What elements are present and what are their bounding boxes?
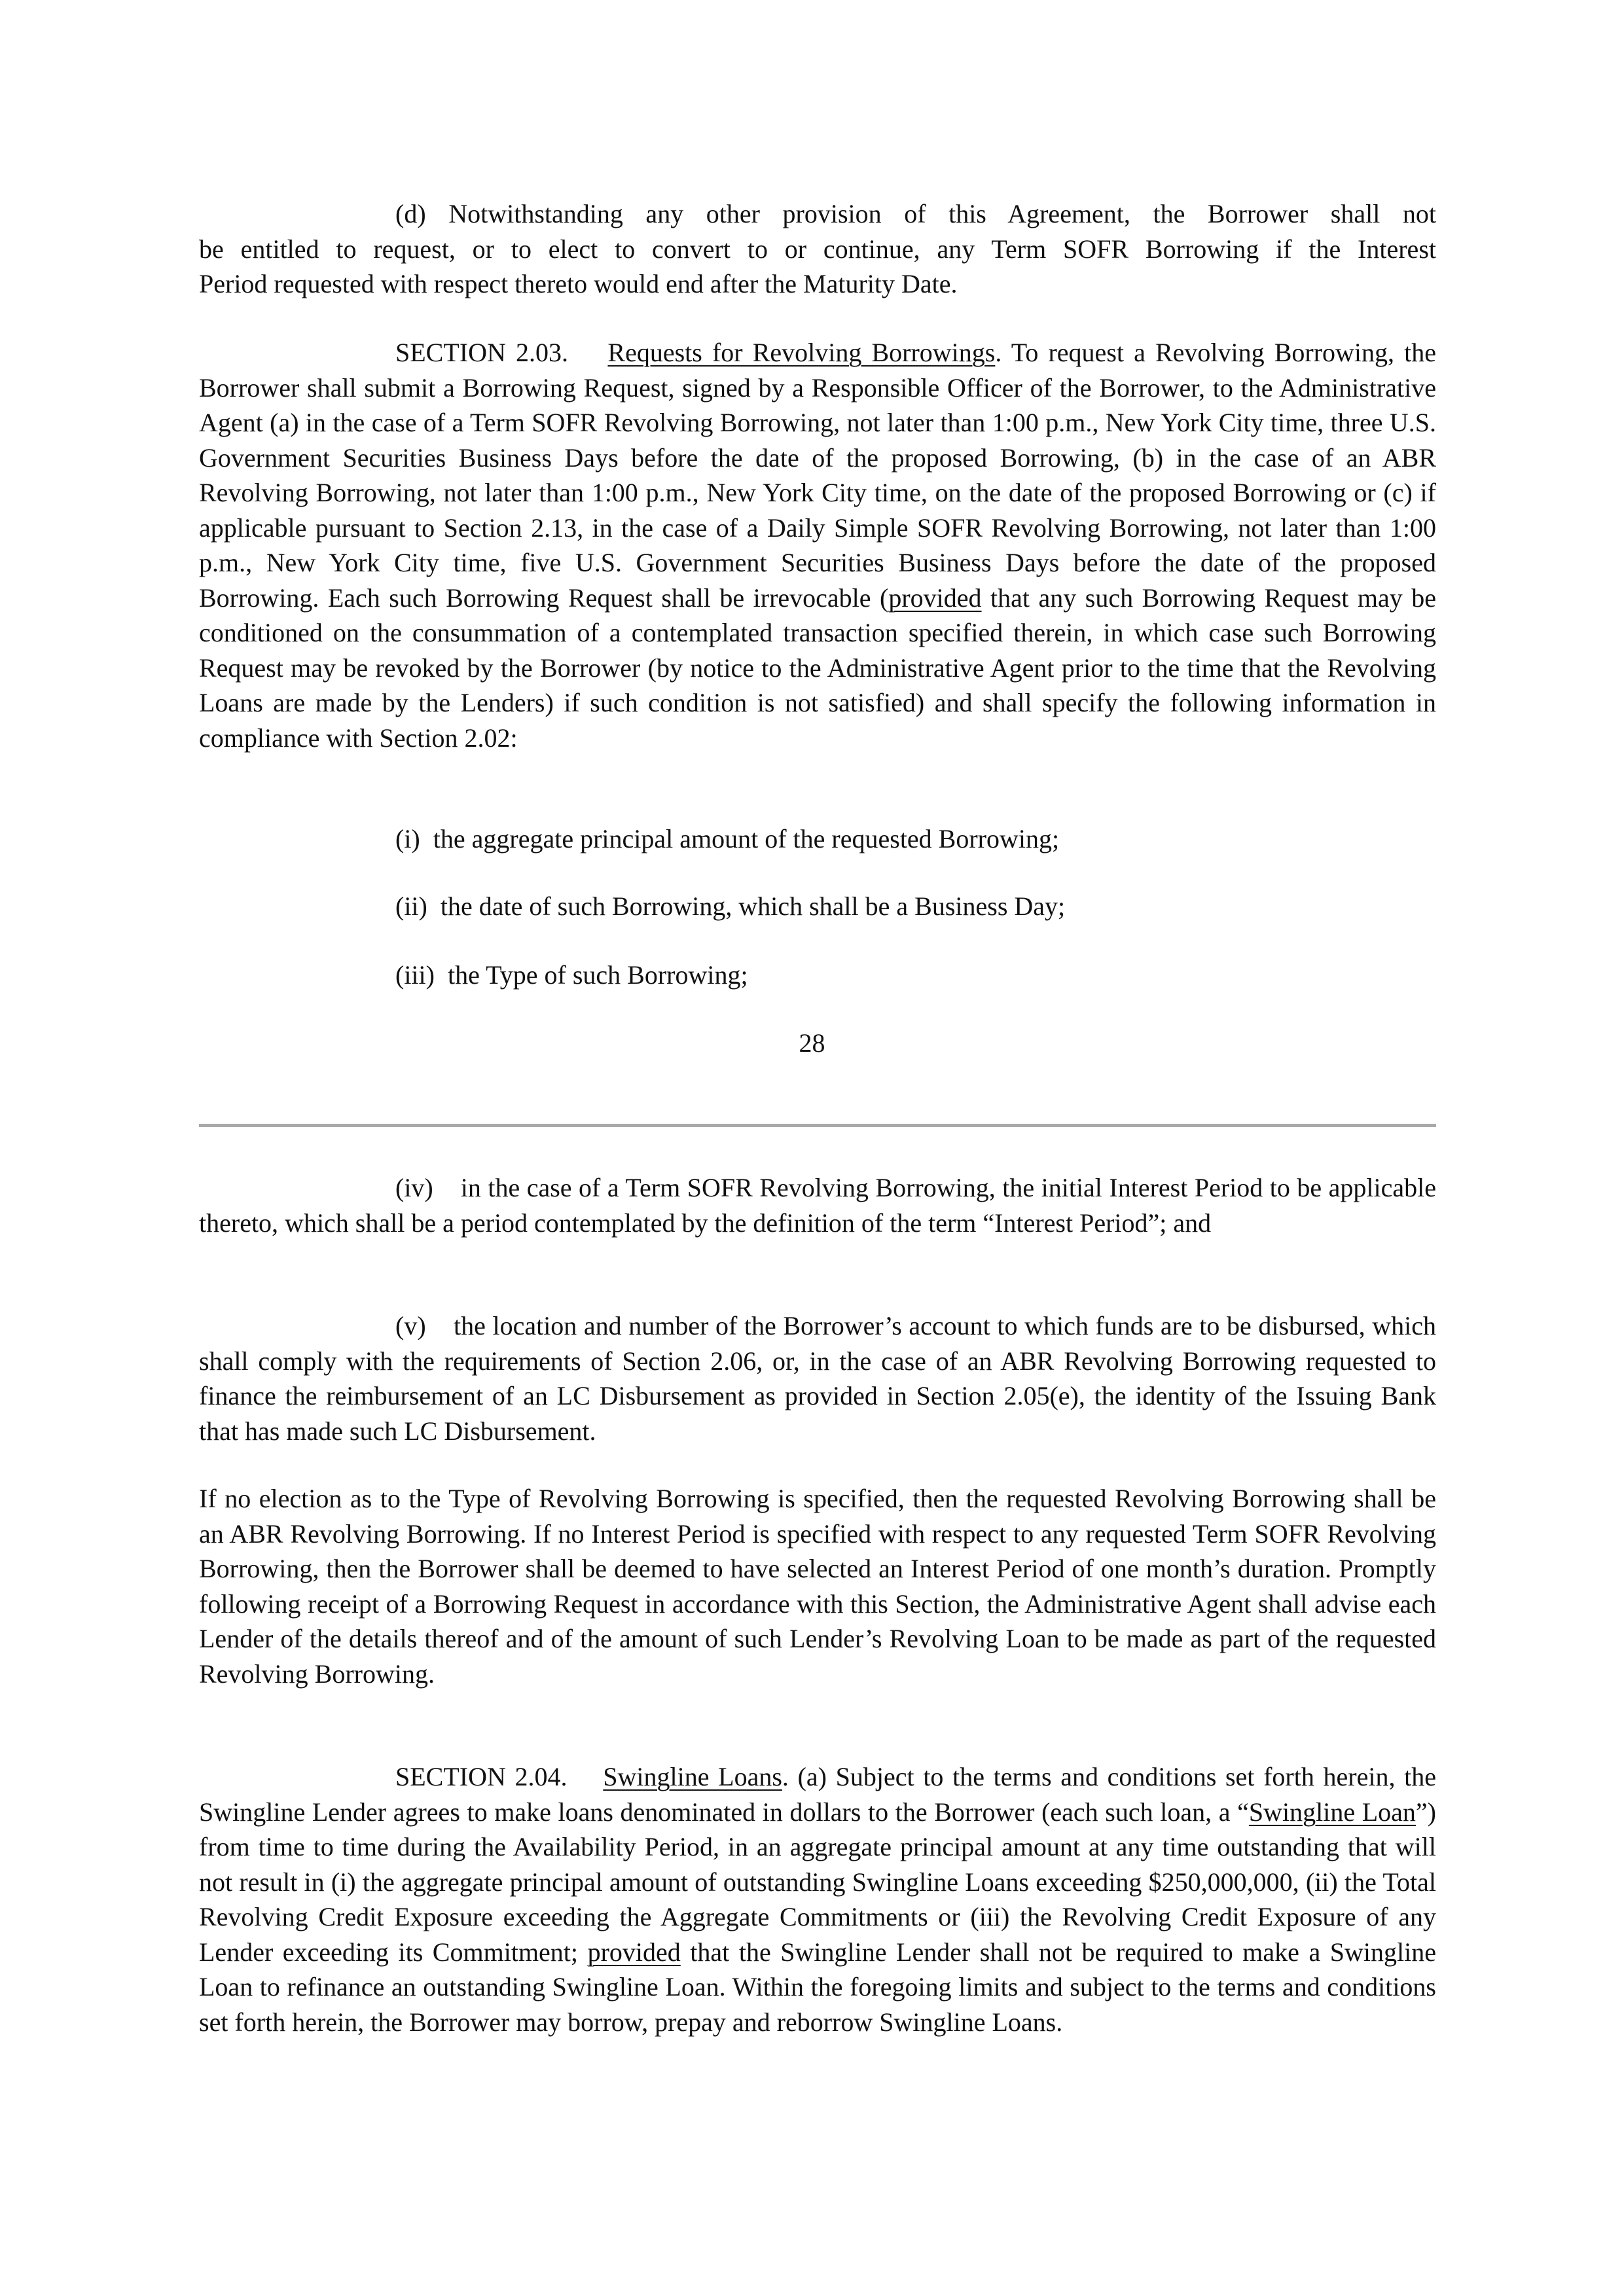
- list-item-iv-number: (iv): [395, 1173, 433, 1202]
- page-divider: [199, 1124, 1436, 1127]
- section-2-04-paragraph: [199, 1759, 1436, 2039]
- section-2-04-label: SECTION 2.04.: [395, 1762, 568, 1791]
- section-2-04-text-2: ”) from time to time during the Availability Period, in an aggregate principal amount at any time outstanding that will not result in (i) the aggregate principal amount of outstanding Swingline Loans exceeding $250,000,000, (ii) the Total Revolving Credit Exposure exceeding the Aggregate Commitments or (iii) the Revolving Credit Exposure of any Lender exceeding its Commitment;: [199, 1797, 1436, 1967]
- list-item-iii-text: the Type of such Borrowing;: [447, 960, 748, 990]
- no-election-paragraph: If no election as to the Type of Revolving Borrowing is specified, then the requested Revolving Borrowing shall be an ABR Revolving Borrowing. If no Interest Period is specified with respect to any requested Term SOFR Revolving Borrowing, then the Borrower shall be deemed to have selected an Interest Period of one month’s duration. Promptly following receipt of a Borrowing Request in accordance with this Section, the Administrative Agent shall advise each Lender of the details thereof and of the amount of such Lender’s Revolving Loan to be made as part of the requested Revolving Borrowing.: [199, 1484, 1436, 1689]
- list-item-v-number: (v): [395, 1311, 426, 1340]
- list-item-ii: [395, 889, 1065, 924]
- list-item-iv: [199, 1170, 1436, 1240]
- section-2-04-text-1: . (a) Subject to the terms and conditions set forth herein, the Swingline Lender agrees to make loans denominated in dollars to the Borrower (each such loan, a “: [199, 1762, 1436, 1827]
- swingline-loan-defined-term: Swingline Loan: [1248, 1797, 1416, 1827]
- list-item-iv-text: in the case of a Term SOFR Revolving Borrowing, the initial Interest Period to be applicable thereto, which shall be a period contemplated by the definition of the term “Interest Period”; and: [199, 1173, 1437, 1238]
- list-item-i: [395, 821, 1059, 857]
- section-2-03-label: SECTION 2.03.: [395, 338, 568, 367]
- section-2-03-heading: Requests for Revolving Borrowings: [607, 338, 996, 367]
- section-2-04-provided: provided: [587, 1937, 681, 1967]
- section-2-03-provided: provided: [888, 583, 982, 613]
- list-item-iii: [395, 958, 748, 993]
- list-item-v: [199, 1308, 1436, 1448]
- list-item-v-text: the location and number of the Borrower’s account to which funds are to be disbursed, which shall comply with the requirements of Section 2.06, or, in the case of an ABR Revolving Borrowing requested to finance the reimbursement of an LC Disbursement as provided in Section 2.05(e), the identity of the Issuing Bank that has made such LC Disbursement.: [199, 1311, 1437, 1446]
- list-item-ii-text: the date of such Borrowing, which shall be a Business Day;: [440, 891, 1066, 921]
- section-2-04-text-3: that the Swingline Lender shall not be required to make a Swingline Loan to refinance an outstanding Swingline Loan. Within the foregoing limits and subject to the terms and conditions set forth herein, the Borrower may borrow, prepay and reborrow Swingline Loans.: [199, 1937, 1436, 2037]
- section-2-03-paragraph: [199, 335, 1436, 755]
- section-2-03-text-1: . To request a Revolving Borrowing, the Borrower shall submit a Borrowing Request, signed by a Responsible Officer of the Borrower, to the Administrative Agent (a) in the case of a Term SOFR Revolving Borrowing, not later than 1:00 p.m., New York City time, three U.S. Government Securities Business Days before the date of the proposed Borrowing, (b) in the case of an ABR Revolving Borrowing, not later than 1:00 p.m., New York City time, on the date of the proposed Borrowing or (c) if applicable pursuant to Section 2.13, in the case of a Daily Simple SOFR Revolving Borrowing, not later than 1:00 p.m., New York City time, five U.S. Government Securities Business Days before the date of the proposed Borrowing. Each such Borrowing Request shall be irrevocable (: [199, 338, 1437, 613]
- paragraph-d-line-3: Period requested with respect thereto would end after the Maturity Date.: [199, 269, 958, 298]
- page-number: 28: [799, 1028, 825, 1058]
- list-item-ii-number: (ii): [395, 891, 427, 921]
- section-2-04-heading: Swingline Loans: [603, 1762, 782, 1791]
- list-item-iii-number: (iii): [395, 960, 435, 990]
- paragraph-d-line-2: be entitled to request, or to elect to convert to or continue, any Term SOFR Borrowing if the Interest: [199, 234, 1436, 264]
- list-item-i-text: the aggregate principal amount of the requested Borrowing;: [433, 824, 1060, 853]
- section-2-03-text-2: that any such Borrowing Request may be conditioned on the consummation of a contemplated transaction specified therein, in which case such Borrowing Request may be revoked by the Borrower (by notice to the Administrative Agent prior to the time that the Revolving Loans are made by the Lenders) if such condition is not satisfied) and shall specify the following information in compliance with Section 2.02:: [199, 583, 1436, 753]
- list-item-i-number: (i): [395, 824, 420, 853]
- paragraph-d: [199, 196, 1436, 302]
- paragraph-d-line-1: (d) Notwithstanding any other provision of this Agreement, the Borrower shall not: [395, 199, 1436, 228]
